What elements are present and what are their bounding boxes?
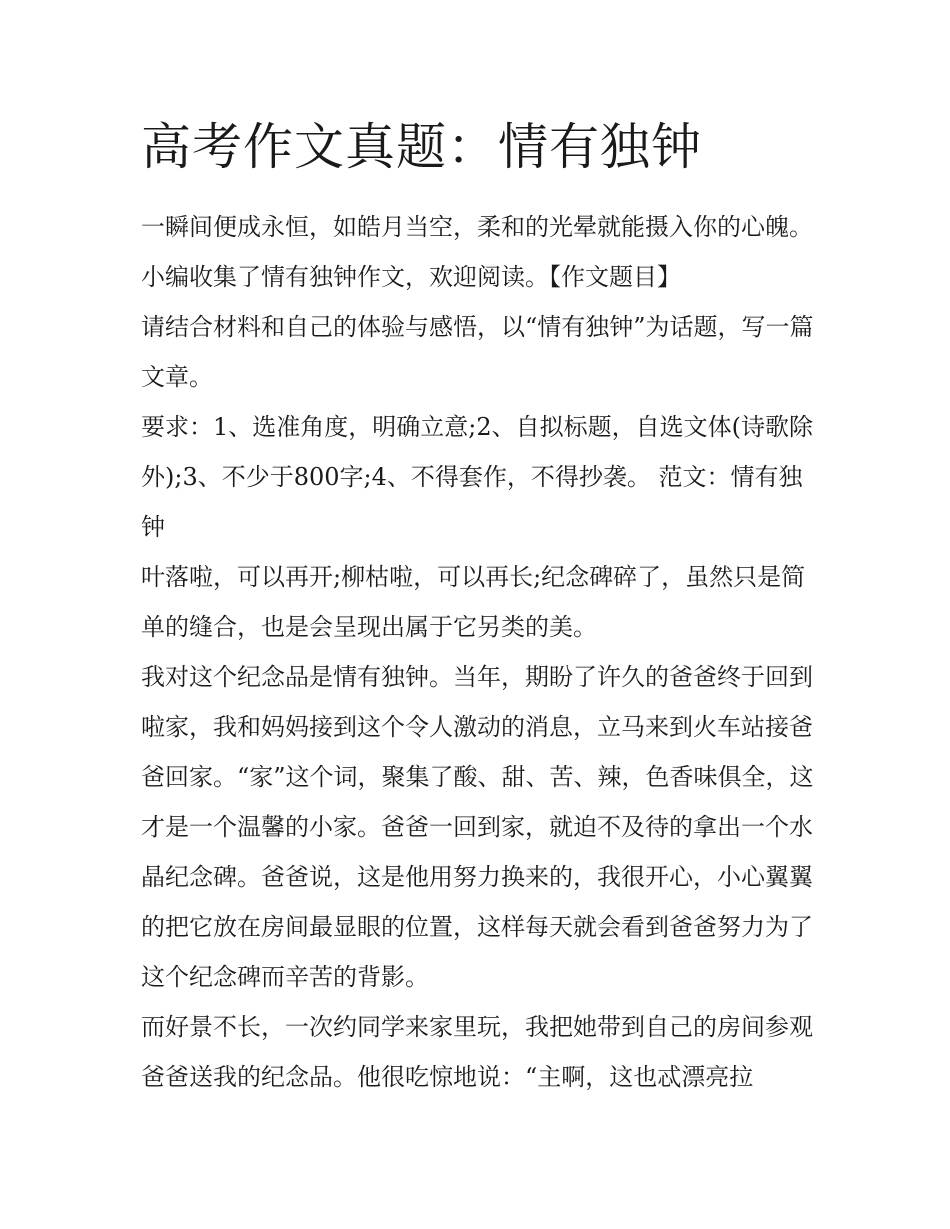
paragraph-essay-1: 叶落啦，可以再开;柳枯啦，可以再长;纪念碑碎了，虽然只是简单的缝合，也是会呈现出属于它另类的美。 bbox=[141, 563, 806, 641]
paragraph-essay-3: 而好景不长，一次约同学来家里玩，我把她带到自己的房间参观爸爸送我的纪念品。他很吃惊地说：“主啊，这也忒漂亮拉 bbox=[141, 1013, 813, 1091]
paragraph-requirements: 要求：1、选准角度，明确立意;2、自拟标题，自选文体(诗歌除外);3、不少于800字;4、不得套作，不得抄袭。 范文：情有独钟 bbox=[141, 413, 813, 541]
paragraph-essay-2: 我对这个纪念品是情有独钟。当年，期盼了许久的爸爸终于回到啦家，我和妈妈接到这个令人激动的消息，立马来到火车站接爸爸回家。“家”这个词，聚集了酸、甜、苦、辣，色香味俱全，这才是一个温馨的小家。爸爸一回到家，就迫不及待的拿出一个水晶纪念碑。爸爸说，这是他用努力换来的，我很开心，小心翼翼的把它放在房间最显眼的位置，这样每天就会看到爸爸努力为了这个纪念碑而辛苦的背影。 bbox=[141, 663, 814, 991]
paragraph-intro: 一瞬间便成永恒，如皓月当空，柔和的光晕就能摄入你的心魄。小编收集了情有独钟作文，欢迎阅读。【作文题目】 bbox=[141, 213, 813, 291]
document-page bbox=[141, 112, 816, 1102]
paragraph-prompt: 请结合材料和自己的体验与感悟，以“情有独钟”为话题，写一篇文章。 bbox=[141, 313, 814, 391]
document-title: 高考作文真题：情有独钟 bbox=[141, 118, 702, 176]
